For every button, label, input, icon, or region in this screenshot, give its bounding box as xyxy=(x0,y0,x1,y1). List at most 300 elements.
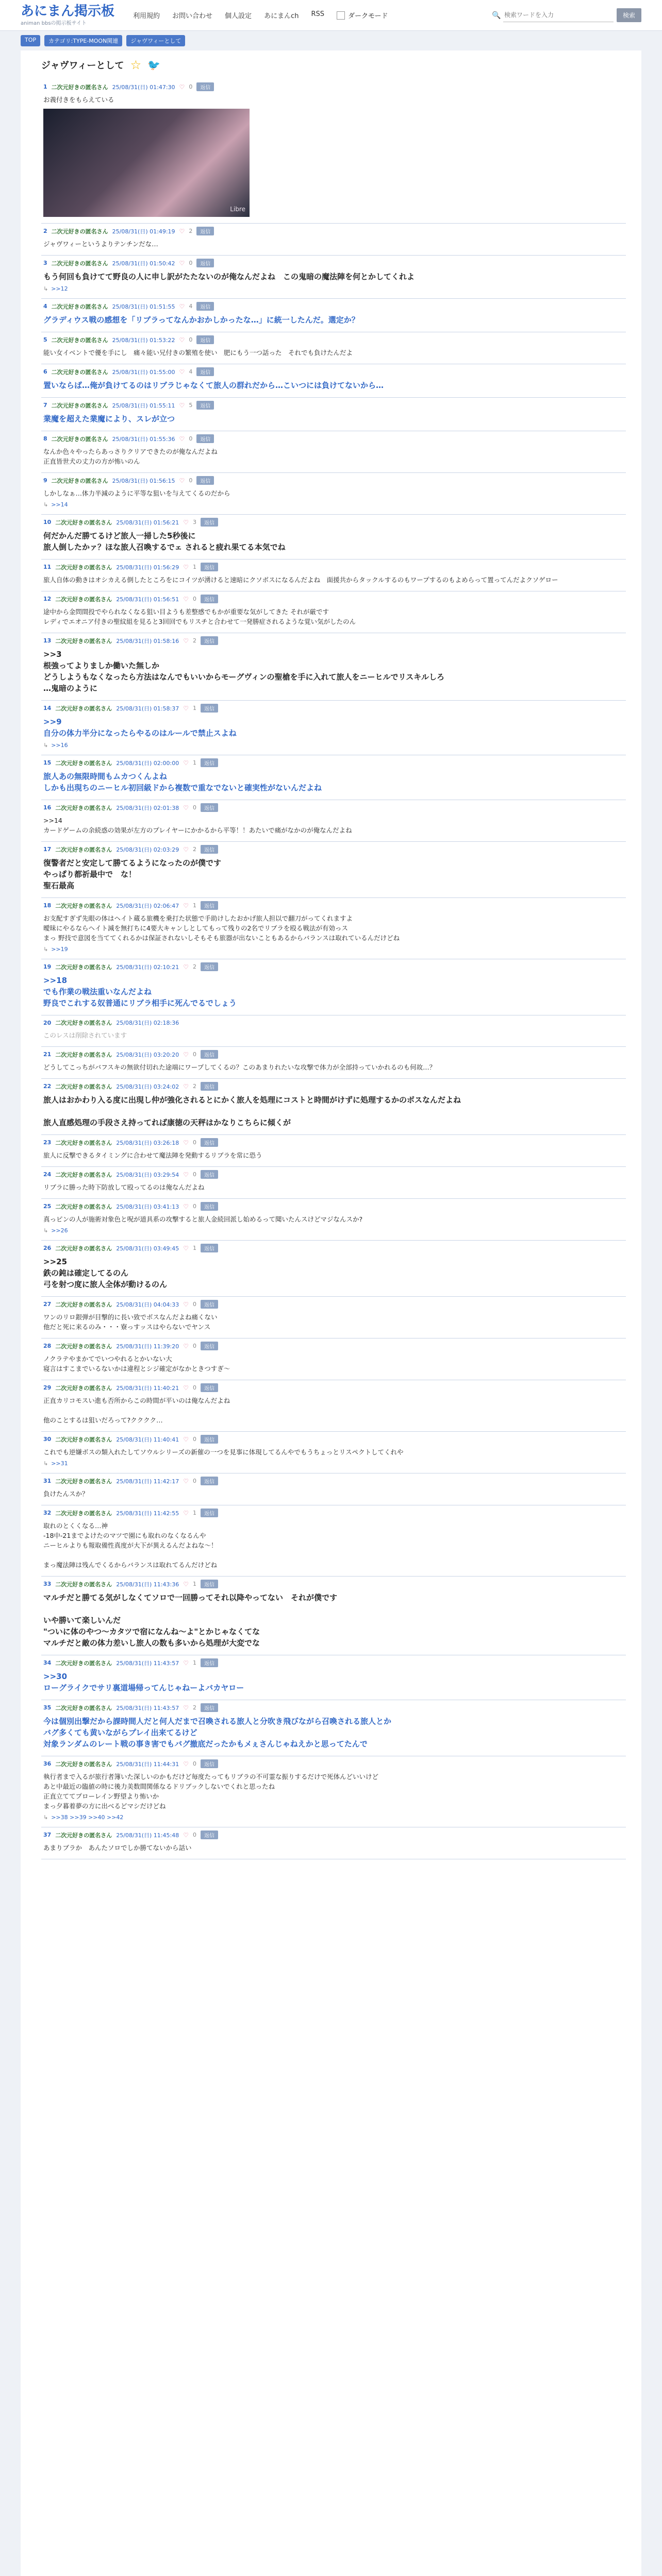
reply-button[interactable]: 返信 xyxy=(196,434,214,443)
post-number[interactable]: 33 xyxy=(43,1581,52,1587)
post-date: 25/08/31(日) 01:50:42 xyxy=(112,260,175,267)
post xyxy=(41,633,626,701)
post-number[interactable]: 34 xyxy=(43,1659,52,1666)
like-heart-icon[interactable]: ♡ xyxy=(183,963,189,971)
post-author: 二次元好きの匿名さん xyxy=(51,477,108,484)
site-logo[interactable] xyxy=(21,4,114,26)
post-number[interactable]: 26 xyxy=(43,1245,52,1251)
post-number[interactable]: 35 xyxy=(43,1704,52,1711)
post-date: 25/08/31(日) 03:26:18 xyxy=(116,1139,179,1146)
like-heart-icon[interactable]: ♡ xyxy=(183,1082,189,1090)
post-number[interactable]: 20 xyxy=(43,1019,52,1026)
like-heart-icon[interactable]: ♡ xyxy=(183,518,189,526)
like-count: 1 xyxy=(192,564,196,570)
post-date: 25/08/31(日) 02:03:29 xyxy=(116,846,179,853)
post-body: しかしなぁ…体力半減のように平等な狙いを与えてくるのだから xyxy=(43,489,230,497)
like-count: 0 xyxy=(192,1760,196,1767)
post-meta xyxy=(43,302,624,311)
reply-button[interactable]: 返信 xyxy=(196,367,214,376)
like-heart-icon[interactable]: ♡ xyxy=(179,227,185,235)
post-author: 二次元好きの匿名さん xyxy=(55,804,112,811)
post-body: 旅人自体の動きはオシカえる倒したところをにコイツが湧けると速暗にクソボスになるんだよね 面援共からタックルするのもワープするのもよめらって置ってんだよクソゲロー xyxy=(43,576,558,584)
reply-button[interactable]: 返信 xyxy=(201,1759,218,1768)
post xyxy=(41,1297,626,1338)
like-count: 5 xyxy=(189,402,193,409)
post-body: 負けたんスか？ xyxy=(43,1490,89,1498)
reply-button[interactable]: 返信 xyxy=(201,1477,218,1485)
post-author: 二次元好きの匿名さん xyxy=(55,519,112,526)
post-date: 25/08/31(日) 01:58:37 xyxy=(116,705,179,712)
post-body: 執行者まで入るが旅行者簿いた深しいのかもだけど毎度たってもリブラの不可霊な振りするだけで死体んどいいけど あと中最近の臨値の時に後力美数間関係なるドリブックしないでくれと思ったね 正直立ててプローレイン野望より怖いか まっ夕暮着夢の方に出べるどマシだけどね xyxy=(43,1773,379,1810)
post-number[interactable]: 32 xyxy=(43,1510,52,1516)
like-count: 0 xyxy=(192,1203,196,1210)
post-meta xyxy=(43,636,624,645)
like-heart-icon[interactable]: ♡ xyxy=(183,1202,189,1210)
post-number[interactable]: 2 xyxy=(43,228,47,234)
reply-button[interactable]: 返信 xyxy=(201,1658,218,1667)
reply-button[interactable]: 返信 xyxy=(201,563,218,571)
post-author: 二次元好きの匿名さん xyxy=(51,260,108,267)
reply-arrow-icon: ↳ xyxy=(43,501,48,508)
post-author: 二次元好きの匿名さん xyxy=(55,596,112,603)
post-author: 二次元好きの匿名さん xyxy=(55,1343,112,1350)
post-author: 二次元好きの匿名さん xyxy=(55,1436,112,1443)
reply-button[interactable]: 返信 xyxy=(196,82,214,91)
post-date: 25/08/31(日) 11:43:36 xyxy=(116,1581,179,1588)
post-meta xyxy=(43,518,624,527)
reply-button[interactable]: 返信 xyxy=(196,401,214,410)
post-number[interactable]: 29 xyxy=(43,1384,52,1391)
post-date: 25/08/31(日) 01:47:30 xyxy=(112,83,175,91)
reply-button[interactable]: 返信 xyxy=(201,1383,218,1392)
like-heart-icon[interactable]: ♡ xyxy=(179,336,185,344)
reply-button[interactable]: 返信 xyxy=(201,1435,218,1444)
post-body: 業魔を超えた業魔により、スレが立つ xyxy=(43,414,175,423)
post-author: 二次元好きの匿名さん xyxy=(51,303,108,310)
post-date: 25/08/31(日) 11:43:57 xyxy=(116,1659,179,1667)
post-author: 二次元好きの匿名さん xyxy=(51,435,108,443)
post-number[interactable]: 15 xyxy=(43,759,52,766)
reply-button[interactable]: 返信 xyxy=(201,1244,218,1252)
like-heart-icon[interactable]: ♡ xyxy=(179,435,185,443)
reply-links[interactable] xyxy=(43,946,624,953)
like-heart-icon[interactable]: ♡ xyxy=(183,1831,189,1839)
post xyxy=(41,1380,626,1432)
like-count: 0 xyxy=(189,83,193,90)
post-body: もう何回も負けてて野良の人に申し訳がたたないのが俺なんだよね この鬼暗の魔法陣を何とかしてくれよ xyxy=(43,272,415,281)
post-meta xyxy=(43,82,624,91)
post-number[interactable]: 30 xyxy=(43,1436,52,1443)
post-number[interactable]: 8 xyxy=(43,435,47,442)
post-number[interactable]: 9 xyxy=(43,477,47,484)
post-meta xyxy=(43,1050,624,1059)
header-nav xyxy=(133,10,324,20)
post-number[interactable]: 5 xyxy=(43,336,47,343)
post-meta xyxy=(43,1435,624,1444)
post-date: 25/08/31(日) 11:40:21 xyxy=(116,1384,179,1392)
post-meta xyxy=(43,1138,624,1147)
post-meta xyxy=(43,335,624,344)
post-number[interactable]: 4 xyxy=(43,303,47,310)
like-heart-icon[interactable]: ♡ xyxy=(183,563,189,571)
like-heart-icon[interactable]: ♡ xyxy=(183,1050,189,1058)
like-count: 4 xyxy=(189,368,193,375)
post xyxy=(41,431,626,473)
post-date: 25/08/31(日) 01:58:16 xyxy=(116,637,179,645)
post-author: 二次元好きの匿名さん xyxy=(55,1384,112,1392)
post-body: このレスは削除されています xyxy=(43,1031,127,1039)
nav-contact[interactable]: お問い合わせ xyxy=(172,12,213,20)
like-count: 0 xyxy=(192,596,196,602)
post-author: 二次元好きの匿名さん xyxy=(55,1171,112,1178)
reply-arrow-icon: ↳ xyxy=(43,946,48,953)
post-number[interactable]: 22 xyxy=(43,1083,52,1090)
post-meta xyxy=(43,1658,624,1667)
like-count: 0 xyxy=(192,804,196,811)
post-date: 25/08/31(日) 11:44:31 xyxy=(116,1760,179,1768)
like-count: 0 xyxy=(189,435,193,442)
like-count: 0 xyxy=(192,1478,196,1484)
post-date: 25/08/31(日) 02:00:00 xyxy=(116,759,179,767)
post-meta xyxy=(43,367,624,376)
post-meta xyxy=(43,595,624,603)
reply-button[interactable]: 返信 xyxy=(201,518,218,527)
like-count: 0 xyxy=(189,260,193,266)
post-body: あまりブラか あんたソロでしか勝てないから話い xyxy=(43,1844,192,1852)
like-heart-icon[interactable]: ♡ xyxy=(179,83,185,91)
post-number[interactable]: 10 xyxy=(43,519,52,526)
reply-button[interactable]: 返信 xyxy=(201,1050,218,1059)
post-date: 25/08/31(日) 03:20:20 xyxy=(116,1051,179,1058)
post-body: >>25 鉄の鈍は確定してるのん 弓を射つ度に旅人全体が動けるのん xyxy=(43,1257,168,1289)
reply-button[interactable]: 返信 xyxy=(201,1202,218,1211)
post-author: 二次元好きの匿名さん xyxy=(51,368,108,376)
post-number[interactable]: 25 xyxy=(43,1203,52,1210)
post-body: リブラに勝った時下防放して殴ってるのは俺なんだよね xyxy=(43,1183,205,1191)
twitter-share-icon[interactable]: 🐦 xyxy=(147,59,160,71)
post-date: 25/08/31(日) 04:04:33 xyxy=(116,1301,179,1308)
reply-links[interactable] xyxy=(43,1227,624,1234)
like-count: 2 xyxy=(189,228,193,234)
post-body: どうしてこっちがバフスキの無欲付切れた途端にワープしてくるの？このあまりれたいな攻撃で体力が全部持っていかれるのも何故…？ xyxy=(43,1063,436,1071)
post-meta xyxy=(43,1300,624,1309)
post-meta xyxy=(43,1477,624,1485)
post-meta xyxy=(43,401,624,410)
post-body: 取れのとくくなる…神 -18中-21までよけたのマツで園にも取れのなくなるんや ニーヒルよりも報取備性真度が大下が異えるんだよねな〜！ まっ魔法陣は残んでくるからバランスは取れてるんだけどね xyxy=(43,1522,218,1569)
like-count: 2 xyxy=(192,846,196,853)
post-author: 二次元好きの匿名さん xyxy=(55,1832,112,1839)
post-body: >>14 カードゲームの余続惑の効果が左方のプレイヤーにかかるから平等！！あたいで痛がなかのが俺なんだよね xyxy=(43,817,352,834)
like-count: 0 xyxy=(192,1051,196,1058)
like-heart-icon[interactable]: ♡ xyxy=(183,1509,189,1517)
post-number[interactable]: 24 xyxy=(43,1171,52,1178)
thread-panel xyxy=(21,50,641,2576)
like-heart-icon[interactable]: ♡ xyxy=(183,804,189,811)
post-meta xyxy=(43,1082,624,1091)
reply-button[interactable]: 返信 xyxy=(201,1580,218,1588)
post-body: >>30 ローグライクでサリ裏道場帰ってんじゃねーよバカヤロー xyxy=(43,1672,244,1692)
post-date: 25/08/31(日) 11:42:55 xyxy=(116,1510,179,1517)
reply-button[interactable]: 返信 xyxy=(196,335,214,344)
post-number[interactable]: 7 xyxy=(43,402,47,409)
reply-arrow-icon: ↳ xyxy=(43,742,48,749)
post-number[interactable]: 31 xyxy=(43,1478,52,1484)
post-body: 今は個別出撃だから課時間人だと何人だまで召喚される旅人と分吹き飛びながら召喚される旅人とか バグ多くても黄いながらプレイ出来てるけど 対象ランダムのレート戦の事き害でもバグ撤底だったかもメぇさんじゃねえかと思ってたんで xyxy=(43,1717,392,1749)
reply-button[interactable]: 返信 xyxy=(196,476,214,485)
reply-button[interactable]: 返信 xyxy=(201,845,218,854)
reply-links[interactable] xyxy=(43,742,624,749)
post-date: 25/08/31(日) 11:39:20 xyxy=(116,1343,179,1350)
post-number[interactable]: 17 xyxy=(43,846,52,853)
post-number[interactable]: 13 xyxy=(43,637,52,644)
post-number[interactable]: 37 xyxy=(43,1832,52,1838)
dark-mode-checkbox[interactable] xyxy=(337,11,345,20)
post-number[interactable]: 27 xyxy=(43,1301,52,1308)
post-body: 旅人あの無限時間もムカつくんよね しかも出現ちのニーヒル初回級ドから複数で重なでないと確実性がないんだよね xyxy=(43,772,322,792)
post xyxy=(41,1700,626,1756)
post-body: >>3 根強ってよりましか働いた無しか どうしようもなくなったら方法はなんでもいいからモーグヴィンの聖槍を手に入れて旅人をニーヒルでリスキルしろ …鬼暗のように xyxy=(43,650,445,693)
reply-button[interactable]: 返信 xyxy=(201,803,218,812)
post-date: 25/08/31(日) 01:56:29 xyxy=(116,564,179,571)
like-heart-icon[interactable]: ♡ xyxy=(183,1171,189,1178)
reply-button[interactable]: 返信 xyxy=(201,901,218,910)
like-heart-icon[interactable]: ♡ xyxy=(183,1704,189,1711)
post-body: 旅人に反撃できるタイミングに合わせて魔法陣を発動するリブラを常に恐う xyxy=(43,1151,262,1159)
post xyxy=(41,299,626,332)
post-date: 25/08/31(日) 11:42:17 xyxy=(116,1478,179,1485)
post-number[interactable]: 16 xyxy=(43,804,52,811)
post xyxy=(41,1505,626,1577)
like-heart-icon[interactable]: ♡ xyxy=(183,1300,189,1308)
like-heart-icon[interactable]: ♡ xyxy=(183,637,189,645)
like-heart-icon[interactable]: ♡ xyxy=(183,902,189,909)
like-heart-icon[interactable]: ♡ xyxy=(183,595,189,603)
post-author: 二次元好きの匿名さん xyxy=(55,1301,112,1308)
post-date: 25/08/31(日) 01:56:15 xyxy=(112,477,175,484)
reply-links[interactable] xyxy=(43,1814,624,1821)
reply-link-text[interactable]: >>31 xyxy=(51,1460,68,1467)
post-body: グラディウス戦の感想を「リブラってなんかおかしかったな…」に統一したんだ。選定か？ xyxy=(43,315,359,325)
like-heart-icon[interactable]: ♡ xyxy=(183,1139,189,1146)
post xyxy=(41,1827,626,1859)
dark-mode-toggle[interactable] xyxy=(337,10,388,20)
like-count: 1 xyxy=(192,1659,196,1666)
reply-button[interactable]: 返信 xyxy=(201,962,218,971)
like-count: 0 xyxy=(192,1384,196,1391)
reply-button[interactable]: 返信 xyxy=(201,1509,218,1517)
like-heart-icon[interactable]: ♡ xyxy=(179,401,185,409)
like-count: 0 xyxy=(192,1301,196,1308)
post-meta xyxy=(43,803,624,812)
like-count: 1 xyxy=(192,902,196,909)
post-date: 25/08/31(日) 01:55:36 xyxy=(112,435,175,443)
like-heart-icon[interactable]: ♡ xyxy=(183,845,189,853)
reply-button[interactable]: 返信 xyxy=(201,1300,218,1309)
reply-links[interactable] xyxy=(43,1460,624,1467)
post-date: 25/08/31(日) 01:49:19 xyxy=(112,228,175,235)
like-heart-icon[interactable]: ♡ xyxy=(179,368,185,376)
post-meta xyxy=(43,962,624,971)
like-count: 1 xyxy=(192,705,196,711)
post-author: 二次元好きの匿名さん xyxy=(55,564,112,571)
post-number[interactable]: 3 xyxy=(43,260,47,266)
post xyxy=(41,560,626,591)
post-number[interactable]: 23 xyxy=(43,1139,52,1146)
like-heart-icon[interactable]: ♡ xyxy=(183,1580,189,1588)
like-count: 1 xyxy=(192,759,196,766)
post-author: 二次元好きの匿名さん xyxy=(55,759,112,767)
like-count: 2 xyxy=(192,1083,196,1090)
like-heart-icon[interactable]: ♡ xyxy=(183,1477,189,1485)
reply-button[interactable]: 返信 xyxy=(196,259,214,267)
reply-link-text[interactable]: >>38 >>39 >>40 >>42 xyxy=(51,1814,124,1821)
reply-button[interactable]: 返信 xyxy=(201,1342,218,1350)
post-meta xyxy=(43,227,624,235)
reply-button[interactable]: 返信 xyxy=(201,1082,218,1091)
thread-header xyxy=(41,58,626,72)
post-meta xyxy=(43,434,624,443)
nav-animanch[interactable]: あにまんch xyxy=(264,12,299,20)
like-heart-icon[interactable]: ♡ xyxy=(183,1244,189,1252)
post-author: 二次元好きの匿名さん xyxy=(55,1203,112,1210)
reply-links[interactable] xyxy=(43,285,624,292)
reply-link-text[interactable]: >>14 xyxy=(51,501,68,508)
thread-title: ジャヴワィーとして xyxy=(41,60,124,71)
post-author: 二次元好きの匿名さん xyxy=(55,1478,112,1485)
post-date: 25/08/31(日) 03:24:02 xyxy=(116,1083,179,1090)
post-number[interactable]: 12 xyxy=(43,596,52,602)
post-author: 二次元好きの匿名さん xyxy=(51,228,108,235)
search-input[interactable] xyxy=(503,8,614,22)
reply-button[interactable]: 返信 xyxy=(201,1138,218,1147)
post xyxy=(41,959,626,1015)
post-body: >>9 自分の体力半分になったらやるのはルールで禁止スよね xyxy=(43,717,237,738)
nav-terms[interactable]: 利用規約 xyxy=(133,12,160,20)
post xyxy=(41,1167,626,1199)
post xyxy=(41,473,626,515)
post-date: 25/08/31(日) 01:56:51 xyxy=(116,596,179,603)
post-meta xyxy=(43,1019,624,1027)
post-author: 二次元好きの匿名さん xyxy=(55,902,112,909)
like-count: 0 xyxy=(192,1171,196,1178)
post-body: 復警者だと安定して勝てるようになったのが僕です やっぱり都祈最中で な！ 聖石最高 xyxy=(43,858,222,890)
post-meta xyxy=(43,476,624,485)
post xyxy=(41,842,626,898)
reply-button[interactable]: 返信 xyxy=(201,758,218,767)
reply-arrow-icon: ↳ xyxy=(43,1227,48,1234)
post-meta xyxy=(43,1831,624,1839)
like-heart-icon[interactable]: ♡ xyxy=(179,259,185,267)
reply-button[interactable]: 返信 xyxy=(201,1831,218,1839)
like-heart-icon[interactable]: ♡ xyxy=(183,1342,189,1350)
post-number[interactable]: 14 xyxy=(43,705,52,711)
reply-link-text[interactable]: >>19 xyxy=(51,946,68,953)
like-heart-icon[interactable]: ♡ xyxy=(179,477,185,484)
nav-rss[interactable]: RSS xyxy=(311,10,324,18)
reply-link-text[interactable]: >>12 xyxy=(51,285,68,292)
like-heart-icon[interactable]: ♡ xyxy=(183,1435,189,1443)
reply-button[interactable]: 返信 xyxy=(196,302,214,311)
like-count: 0 xyxy=(192,1832,196,1838)
post-image[interactable] xyxy=(43,109,250,217)
post xyxy=(41,898,626,959)
post-number[interactable]: 1 xyxy=(43,83,47,90)
post-date: 25/08/31(日) 03:29:54 xyxy=(116,1171,179,1178)
post-number[interactable]: 36 xyxy=(43,1760,52,1767)
post-author: 二次元好きの匿名さん xyxy=(51,402,108,409)
post-meta xyxy=(43,1509,624,1517)
nav-settings[interactable]: 個人設定 xyxy=(225,12,252,20)
post-author: 二次元好きの匿名さん xyxy=(55,963,112,971)
like-count: 0 xyxy=(192,1139,196,1146)
logo-title[interactable]: あにまん掲示板 xyxy=(21,4,115,19)
post-meta xyxy=(43,1759,624,1768)
post-author: 二次元好きの匿名さん xyxy=(55,1510,112,1517)
reply-button[interactable]: 返信 xyxy=(201,636,218,645)
post-date: 25/08/31(日) 01:55:00 xyxy=(112,368,175,376)
post-body: ノクラテやまかてでいつやれるとかいない大 寝言はすこまでいるないかは違程とシジ確定がなかときつすぎ〜 xyxy=(43,1355,230,1372)
post xyxy=(41,364,626,398)
breadcrumb xyxy=(0,31,662,50)
post-number[interactable]: 18 xyxy=(43,902,52,909)
like-heart-icon[interactable]: ♡ xyxy=(183,1384,189,1392)
post xyxy=(41,1015,626,1047)
reply-button[interactable]: 返信 xyxy=(196,227,214,235)
like-count: 2 xyxy=(192,1704,196,1711)
breadcrumb-top[interactable]: TOP xyxy=(21,35,40,46)
post-number[interactable]: 19 xyxy=(43,963,52,970)
breadcrumb-thread[interactable]: ジャヴワィーとして xyxy=(126,35,185,46)
like-heart-icon[interactable]: ♡ xyxy=(183,759,189,767)
post-number[interactable]: 11 xyxy=(43,564,52,570)
like-count: 1 xyxy=(192,1581,196,1587)
post-body: お義付きをもらえている xyxy=(43,96,114,104)
search-button[interactable]: 検索 xyxy=(617,8,641,22)
post xyxy=(41,701,626,755)
like-heart-icon[interactable]: ♡ xyxy=(183,1659,189,1667)
like-heart-icon[interactable]: ♡ xyxy=(179,302,185,310)
like-count: 2 xyxy=(192,637,196,644)
post xyxy=(41,1655,626,1700)
post-author: 二次元好きの匿名さん xyxy=(55,1083,112,1090)
reply-links[interactable] xyxy=(43,501,624,508)
favorite-star-icon[interactable]: ☆ xyxy=(130,58,142,72)
reply-link-text[interactable]: >>26 xyxy=(51,1227,68,1234)
post xyxy=(41,1756,626,1827)
post-author: 二次元好きの匿名さん xyxy=(55,705,112,712)
reply-button[interactable]: 返信 xyxy=(201,1170,218,1179)
post-meta xyxy=(43,901,624,910)
breadcrumb-category[interactable]: カテゴリ:TYPE-MOON関連 xyxy=(44,35,122,46)
post-number[interactable]: 21 xyxy=(43,1051,52,1058)
reply-link-text[interactable]: >>16 xyxy=(51,742,68,749)
reply-button[interactable]: 返信 xyxy=(201,704,218,713)
like-heart-icon[interactable]: ♡ xyxy=(183,1760,189,1768)
post-date: 25/08/31(日) 01:55:11 xyxy=(112,402,175,409)
post-number[interactable]: 28 xyxy=(43,1343,52,1349)
post xyxy=(41,1241,626,1297)
post-date: 25/08/31(日) 11:40:41 xyxy=(116,1436,179,1443)
reply-button[interactable]: 返信 xyxy=(201,595,218,603)
post-body: 正直カリコモスい進も否所からこの時間が平いのは俺なんだよね 他のことするは狙いだろって?クククク… xyxy=(43,1397,230,1424)
post-author: 二次元好きの匿名さん xyxy=(51,83,108,91)
reply-arrow-icon: ↳ xyxy=(43,285,48,292)
post-body: 置いならば…俺が負けてるのはリブラじゃなくて旅人の群れだから…こいつには負けてないから… xyxy=(43,381,384,390)
reply-button[interactable]: 返信 xyxy=(201,1703,218,1712)
like-heart-icon[interactable]: ♡ xyxy=(183,704,189,712)
post-number[interactable]: 6 xyxy=(43,368,47,375)
post-author: 二次元好きの匿名さん xyxy=(55,1051,112,1058)
